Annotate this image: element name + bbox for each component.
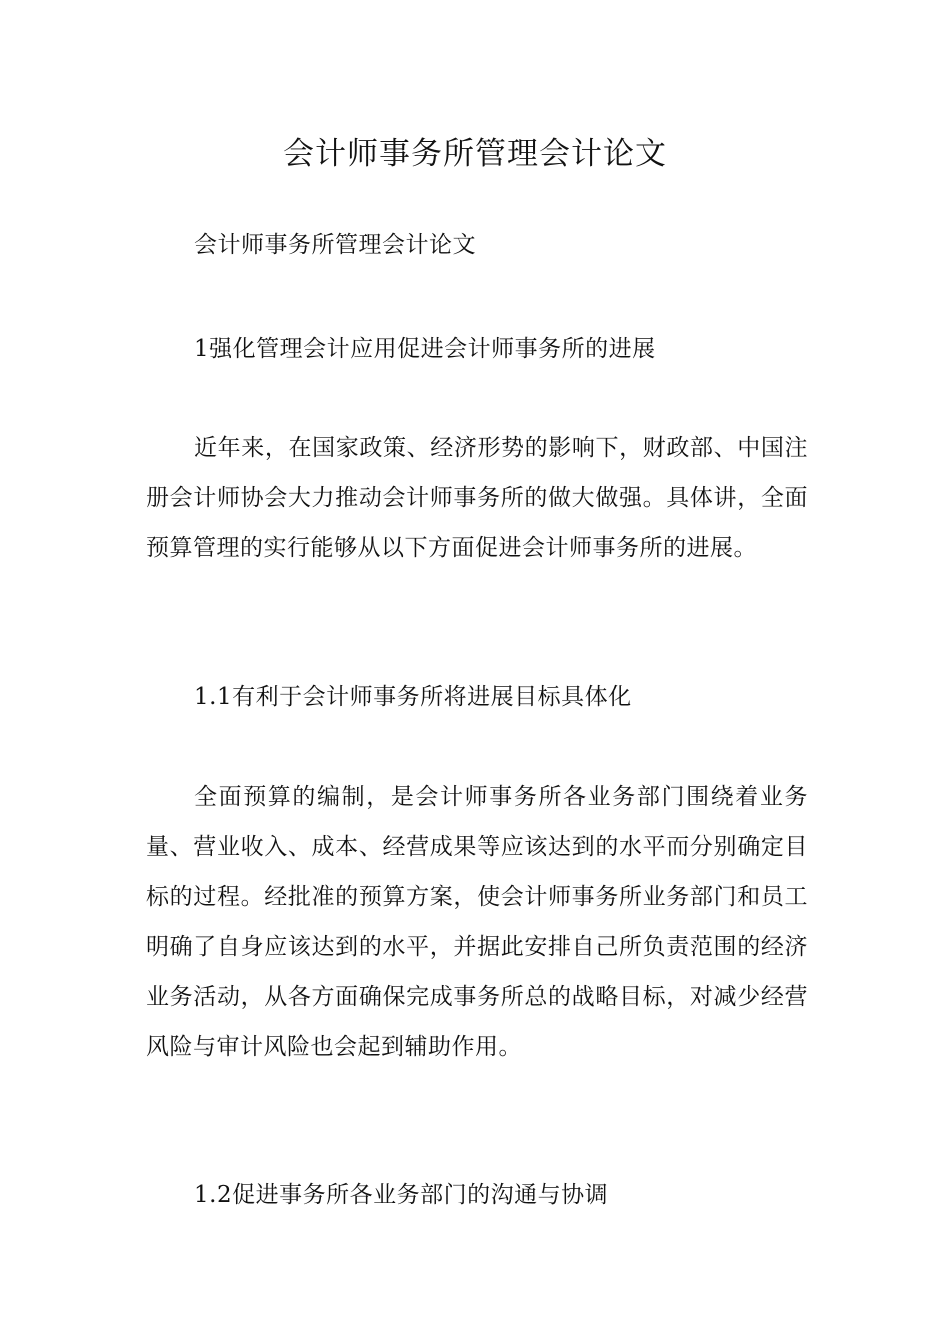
paragraph-1: 近年来，在国家政策、经济形势的影响下，财政部、中国注册会计师协会大力推动会计师事务所的做大做强。具体讲，全面预算管理的实行能够从以下方面促进会计师事务所的进展。: [146, 435, 808, 561]
section-heading-1-1: 1.1有利于会计师事务所将进展目标具体化: [194, 684, 632, 710]
paragraph-2: 全面预算的编制，是会计师事务所各业务部门围绕着业务量、营业收入、成本、经营成果等应该达到的水平而分别确定目标的过程。经批准的预算方案，使会计师事务所业务部门和员工明确了自身应该达到的水平，并据此安排自己所负责范围的经济业务活动，从各方面确保完成事务所总的战略目标，对减少经营风险与审计风险也会起到辅助作用。: [146, 784, 808, 1060]
section-heading-1: 1强化管理会计应用促进会计师事务所的进展: [194, 336, 656, 362]
section-heading-1-2: 1.2促进事务所各业务部门的沟通与协调: [194, 1182, 609, 1208]
document-title: 会计师事务所管理会计论文: [283, 136, 667, 172]
document-subtitle: 会计师事务所管理会计论文: [194, 232, 476, 258]
